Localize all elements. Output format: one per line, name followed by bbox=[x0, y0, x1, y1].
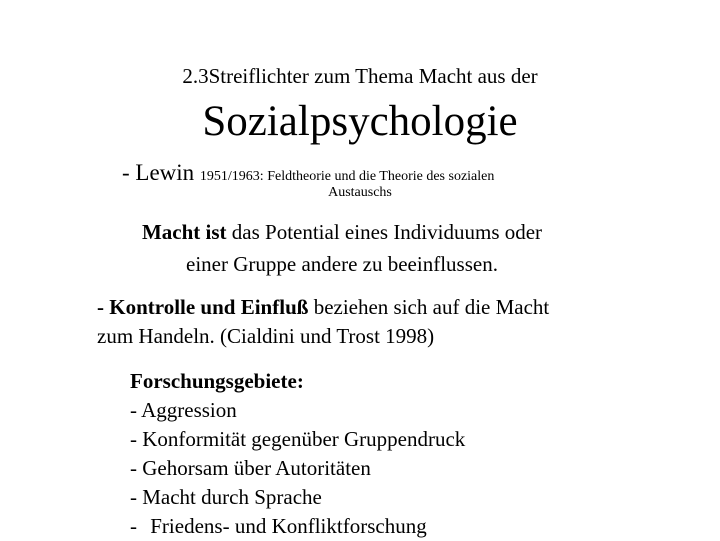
lewin-topic-continued: Austauschs bbox=[328, 185, 392, 200]
research-item: - Aggression bbox=[130, 398, 237, 422]
lewin-prefix: - Lewin bbox=[122, 160, 195, 185]
research-item: - Macht durch Sprache bbox=[130, 485, 322, 509]
research-item: - Gehorsam über Autoritäten bbox=[130, 456, 371, 480]
kontrolle-line-1 bbox=[97, 294, 549, 320]
research-item-dash: - bbox=[130, 514, 137, 538]
research-item-text: Friedens- und Konfliktforschung bbox=[150, 514, 427, 538]
title-line-2: Sozialpsychologie bbox=[202, 98, 518, 145]
research-list bbox=[130, 367, 465, 541]
research-item-last bbox=[130, 512, 465, 541]
research-heading: Forschungsgebiete: bbox=[130, 369, 304, 393]
definition-line-2: einer Gruppe andere zu beeinflussen. bbox=[186, 252, 498, 276]
research-item: - Konformität gegenüber Gruppendruck bbox=[130, 427, 466, 451]
lewin-topic: 1951/1963: Feldtheorie und die Theorie des sozialen bbox=[199, 169, 495, 184]
definition-bold: Macht ist bbox=[141, 220, 227, 244]
kontrolle-bold: - Kontrolle und Einfluß bbox=[97, 295, 309, 319]
kontrolle-line-2: zum Handeln. (Cialdini und Trost 1998) bbox=[97, 324, 435, 348]
kontrolle-rest: beziehen sich auf die Macht bbox=[313, 295, 550, 319]
title-line-1: 2.3Streiflichter zum Thema Macht aus der bbox=[182, 64, 538, 88]
definition-line-1 bbox=[0, 219, 684, 245]
definition-rest: das Potential eines Individuums oder bbox=[231, 220, 543, 244]
